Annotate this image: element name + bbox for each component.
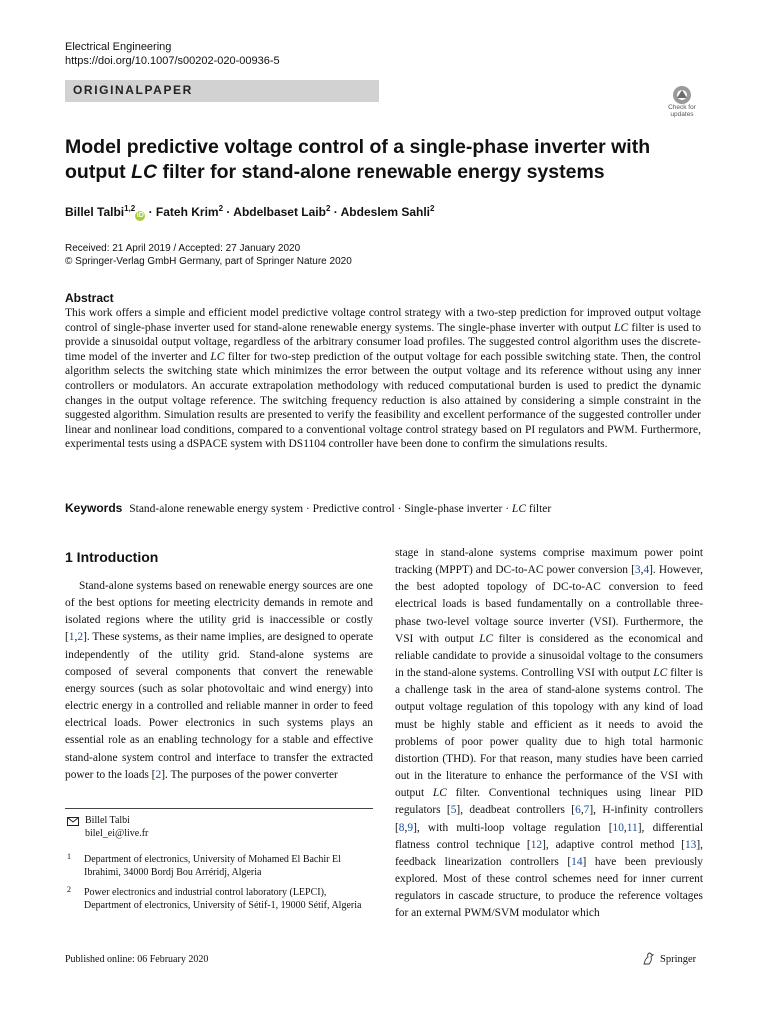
author-separator: · xyxy=(223,205,234,219)
corresponding-author-email[interactable]: bilel_ei@live.fr xyxy=(85,828,149,839)
abstract-text-1: This work offers a simple and efficient model predictive voltage control strategy with a two-step prediction for improved output voltage control of single-phase inverter used for stand-alone renewable energy systems. The single-phase inverter with output xyxy=(65,307,701,334)
abstract-lc-1: LC xyxy=(614,321,629,334)
title-part-lc: LC xyxy=(131,161,158,183)
body-text: ], feedback linearization controllers [ xyxy=(395,838,703,868)
published-online-date: Published online: 06 February 2020 xyxy=(65,954,209,965)
citation-link[interactable]: 5 xyxy=(450,804,457,817)
body-text: ], deadbeat controllers [ xyxy=(456,804,576,817)
body-text: filter is a challenge task in the area of stand-alone systems control. The output voltage regulation of this topology with any kind of load must be highly stable and efficient as it needs to avoid the problems of poor power quality due to high total harmonic distortion (THD). For that reason, many studies have been carried out in the literature to enhance the performance of the VSI with output xyxy=(395,667,703,800)
title-part-3: filter for stand-alone renewable energy systems xyxy=(157,161,605,183)
paper-title xyxy=(65,135,665,185)
author-affiliation-marker: 2 xyxy=(218,204,224,213)
citation-link[interactable]: 11 xyxy=(626,821,638,834)
publisher-name: Springer xyxy=(660,954,697,965)
title-part-1: Model predictive voltage control of a single-phase inverter with output xyxy=(65,136,651,183)
doi-link[interactable]: https://doi.org/10.1007/s00202-020-00936-5 xyxy=(65,55,280,67)
body-text: ]. However, the best adopted topology of DC-to-AC conversion to feed electrical loads is based fundamentally on a controllable three-phase two-level voltage source inverter (VSI). Furthermore, the VSI with output xyxy=(395,564,703,645)
body-text: , xyxy=(640,564,644,577)
section-heading-introduction: 1 Introduction xyxy=(65,549,159,565)
author-affiliation-marker: 1,2 xyxy=(124,204,136,213)
citation-link[interactable]: 8 xyxy=(398,821,405,834)
footnote-separator xyxy=(65,808,373,809)
italic-term: LC xyxy=(653,667,668,680)
italic-term: LC xyxy=(432,787,447,800)
author-name[interactable]: Abdeslem Sahli xyxy=(340,205,431,219)
journal-name: Electrical Engineering xyxy=(65,41,172,53)
body-text: ], with multi-loop voltage regulation [ xyxy=(413,821,613,834)
author-separator: · xyxy=(145,205,156,219)
body-text: filter is considered as the economical and reliable candidate to provide a sinusoidal voltage to the consumers in the stand-alone systems. Controlling VSI with output xyxy=(395,632,704,680)
body-text: ], H-infinity controllers [ xyxy=(395,804,703,834)
body-text: ] have been previously explored. Most of these control schemes need for inner current regulators in cascade structure, to produce the reference voltages for an external PWM/SVM modulator which xyxy=(395,855,703,920)
abstract-text-2: filter is used to provide a sinusoidal output voltage, regardless of the arbitrary consumer load profiles. The suggested control algorithm uses the discrete-time model of the inverter and xyxy=(65,321,702,363)
body-text: ]. These systems, as their name implies, are designed to operate independently of the utility grid. Stand-alone systems are composed of several components that convert the renewable energy sources (such as solar photovoltaic and wind energy) into electric energy in a controlled and reliable manner in order to feed electrical loads. Power electronics in such systems plays an essential role as an enabling technology for a stable and effective stand-alone system control and interface to transfer the extracted power to the loads [ xyxy=(65,631,373,781)
check-for-updates-label-2: updates xyxy=(670,111,694,118)
check-for-updates-label: Check for xyxy=(668,104,696,111)
orcid-icon[interactable]: iD xyxy=(136,212,144,219)
body-text: Stand-alone systems based on renewable energy sources are one of the best options for meeting electricity demands in remote and isolated regions where the utility grid is inaccessible or costly [ xyxy=(65,580,373,644)
body-text: , xyxy=(74,631,78,644)
body-column-right xyxy=(395,545,703,922)
author-list xyxy=(65,204,665,221)
citation-link[interactable]: 2 xyxy=(77,631,84,644)
body-text: ]. The purposes of the power converter xyxy=(161,768,338,781)
citation-link[interactable]: 2 xyxy=(155,768,162,781)
keywords-label: Keywords xyxy=(65,501,123,515)
article-type-banner xyxy=(65,80,379,102)
citation-link[interactable]: 1 xyxy=(68,631,75,644)
affiliation-2-number: 2 xyxy=(67,885,71,894)
author-separator: · xyxy=(330,205,341,219)
citation-link[interactable]: 4 xyxy=(643,564,650,577)
body-column-left xyxy=(65,578,373,784)
abstract-body xyxy=(65,306,701,452)
affiliation-1-number: 1 xyxy=(67,852,71,861)
citation-link[interactable]: 14 xyxy=(571,855,583,868)
author-affiliation-marker: 2 xyxy=(325,204,331,213)
keywords-line xyxy=(65,500,705,517)
author-name[interactable]: Abdelbaset Laib xyxy=(233,205,326,219)
author-affiliation-marker: 2 xyxy=(430,204,435,213)
article-type-label: ORIGINALPAPER xyxy=(73,83,193,97)
citation-link[interactable]: 6 xyxy=(575,804,581,817)
copyright-notice: © Springer-Verlag GmbH Germany, part of Springer Nature 2020 xyxy=(65,256,352,267)
affiliation-2: Power electronics and industrial control laboratory (LEPCI), Department of electronics, University of Sétif-1, 19000 Sétif, Algeria xyxy=(84,887,362,911)
italic-term: LC xyxy=(479,632,494,645)
keywords-tail: filter xyxy=(526,503,552,515)
abstract-text-3: filter for two-step prediction of the output voltage for each possible switching state. Then, the control algorithm selects the switching state which minimizes the error between the output voltage and its reference without using any inner controllers or modulators. An accurate extrapolation methodology with reduced computational burden is used to predict the dynamic changes in the output voltage reference. The switching frequency reduction is also attained by considering a simple constraint in the suggested algorithm. Simulation results are presented to verify the feasibility and excellent performance of the suggested controller under linear and nonlinear load conditions, compared to a conventional voltage control strategy based on PI regulators and PWM. Furthermore, experimental tests using a dSPACE system with DS1104 controller have been done to confirm the simulations results. xyxy=(65,350,702,451)
body-text: ], differential flatness control technique [ xyxy=(395,821,703,851)
author-name[interactable]: Fateh Krim xyxy=(155,205,219,219)
envelope-icon xyxy=(67,817,79,826)
body-text: , xyxy=(580,804,584,817)
author-name[interactable]: Billel Talbi xyxy=(65,205,125,219)
citation-link[interactable]: 13 xyxy=(684,838,697,851)
abstract-heading: Abstract xyxy=(65,291,114,305)
citation-link[interactable]: 12 xyxy=(530,838,543,851)
body-text: filter. Conventional techniques using linear PID regulators [ xyxy=(395,787,703,817)
citation-link[interactable]: 9 xyxy=(407,821,414,834)
body-text: , xyxy=(404,821,408,834)
corresponding-author-name: Billel Talbi xyxy=(85,815,130,826)
springer-horse-icon xyxy=(642,952,655,965)
citation-link[interactable]: 7 xyxy=(583,804,590,817)
keywords-text: Stand-alone renewable energy system · Predictive control · Single-phase inverter · xyxy=(129,503,512,515)
body-text: stage in stand-alone systems comprise maximum power point tracking (MPPT) and DC-to-AC power conversion [ xyxy=(395,547,703,577)
citation-link[interactable]: 3 xyxy=(634,564,641,577)
affiliation-1: Department of electronics, University of Mohamed El Bachir El Ibrahimi, 34000 Bordj Bou Arréridj, Algeria xyxy=(84,854,341,878)
citation-link[interactable]: 10 xyxy=(612,821,624,834)
keywords-lc: LC xyxy=(511,503,526,515)
abstract-lc-2: LC xyxy=(210,350,225,363)
received-accepted-dates: Received: 21 April 2019 / Accepted: 27 January 2020 xyxy=(65,243,301,254)
body-text: , xyxy=(623,821,627,834)
body-text: ], adaptive control method [ xyxy=(542,838,685,851)
